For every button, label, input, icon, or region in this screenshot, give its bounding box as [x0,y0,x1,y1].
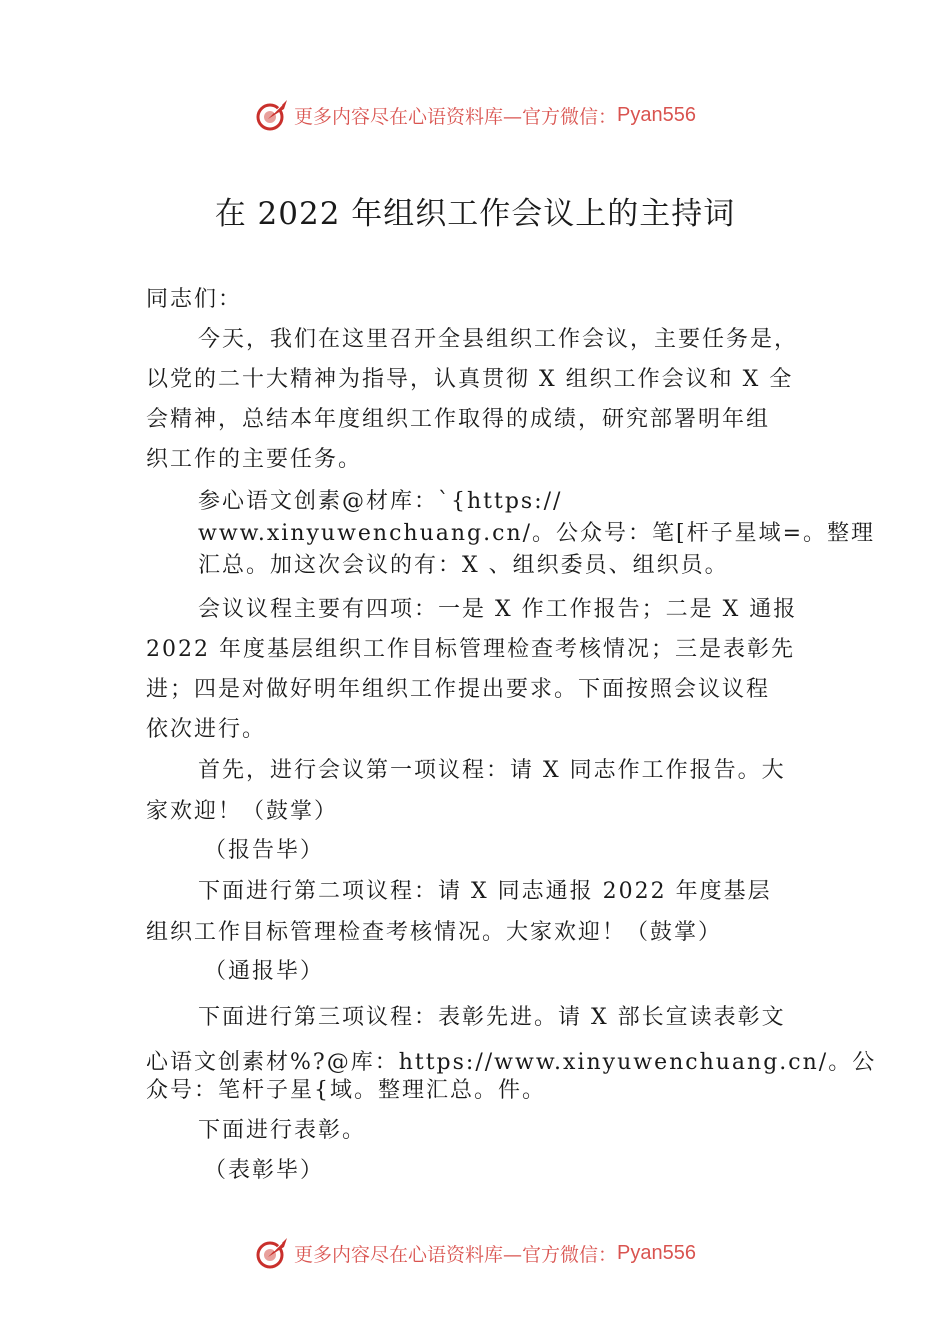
text-line: （通报毕） [204,959,325,984]
text-line: 以党的二十大精神为指导，认真贯彻 X 组织工作会议和 X 全 [146,367,794,392]
text-line: 组织工作目标管理检查考核情况。大家欢迎！（鼓掌） [146,920,723,945]
text-line: 会精神，总结本年度组织工作取得的成绩，研究部署明年组 [146,407,771,432]
text-line: 下面进行第二项议程：请 X 同志通报 2022 年度基层 [198,879,772,904]
text-line: 下面进行第三项议程：表彰先进。请 X 部长宣读表彰文 [198,1005,786,1030]
text-line: 下面进行表彰。 [198,1118,367,1143]
text-line: 心语文创素材%?@库：https://www.xinyuwenchuang.cn/。公 [146,1050,877,1075]
banner-text: 更多内容尽在心语资料库—官方微信： [294,105,618,128]
text-line: （报告毕） [204,838,325,863]
header-banner [0,95,950,135]
text-line: 依次进行。 [146,717,267,742]
text-line: 参心语文创素@材库：`{https:// [198,489,563,514]
footer-banner [0,1233,950,1273]
quill-logo-icon [254,1235,290,1271]
quill-logo-icon [254,97,290,133]
banner-wechat-id: Pyan556 [617,103,696,126]
text-line: 织工作的主要任务。 [146,447,363,472]
text-line: 同志们： [146,287,243,312]
text-line: 众号：笔杆子星{域。整理汇总。件。 [146,1078,546,1103]
text-line: 2022 年度基层组织工作目标管理检查考核情况；三是表彰先 [146,637,795,662]
text-line: 进；四是对做好明年组织工作提出要求。下面按照会议议程 [146,677,771,702]
text-line: 汇总。加这次会议的有：X 、组织委员、组织员。 [198,553,729,578]
document-title: 在 2022 年组织工作会议上的主持词 [214,196,736,232]
banner-text: 更多内容尽在心语资料库—官方微信： [294,1243,618,1266]
text-line: 家欢迎！（鼓掌） [146,799,339,824]
text-line: 今天，我们在这里召开全县组织工作会议，主要任务是， [198,327,799,352]
text-line: www.xinyuwenchuang.cn/。公众号：笔[杆子星域=。整理 [198,521,876,546]
text-line: 会议议程主要有四项：一是 X 作工作报告；二是 X 通报 [198,597,798,622]
text-line: （表彰毕） [204,1158,325,1183]
banner-wechat-id: Pyan556 [617,1241,696,1264]
text-line: 首先，进行会议第一项议程：请 X 同志作工作报告。大 [198,758,786,783]
